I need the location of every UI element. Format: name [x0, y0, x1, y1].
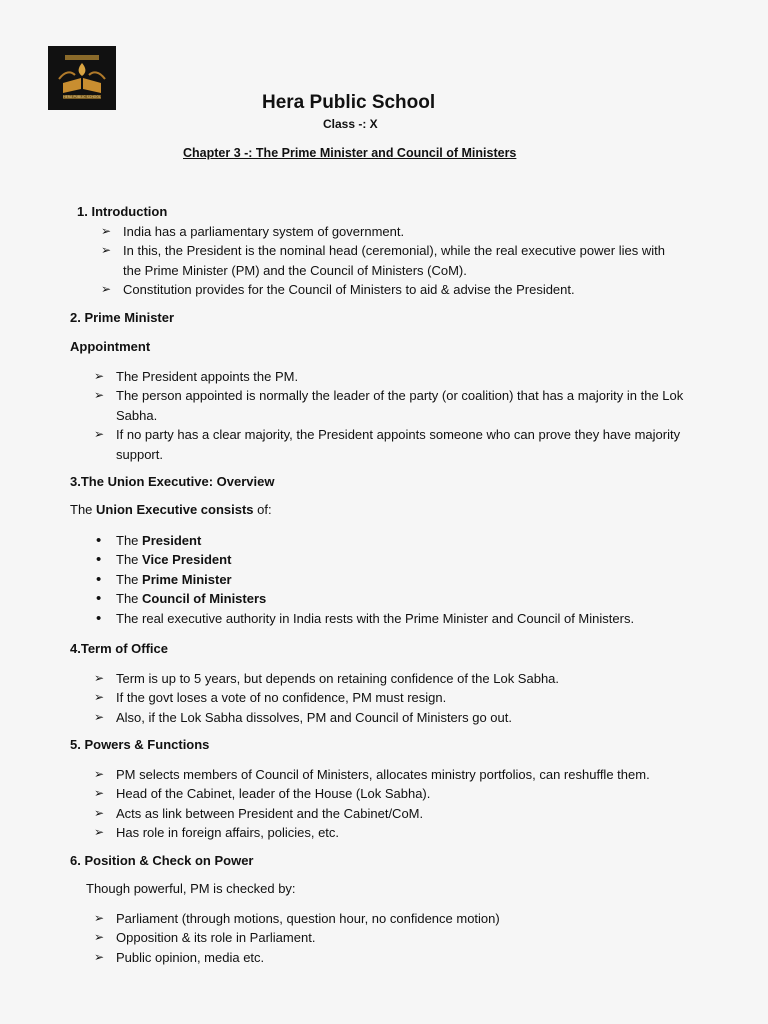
- section-heading-powers-functions: 5. Powers & Functions: [70, 737, 210, 752]
- list-item: • The Council of Ministers: [116, 589, 634, 608]
- school-logo: [48, 46, 116, 110]
- list-item: ➢ The person appointed is normally the leader of the party (or coalition) that has a majority in the Lok: [116, 386, 683, 405]
- appointment-list: [116, 367, 683, 464]
- class-label: Class -: X: [323, 117, 378, 131]
- list-item-continuation: support.: [116, 446, 163, 462]
- position-intro: Though powerful, PM is checked by:: [86, 881, 296, 896]
- chapter-title: Chapter 3 -: The Prime Minister and Council of Ministers: [183, 146, 517, 160]
- introduction-list: [123, 222, 665, 300]
- list-item: ➢ Parliament (through motions, question hour, no confidence motion): [116, 909, 500, 928]
- section-heading-union-executive: 3.The Union Executive: Overview: [70, 474, 275, 489]
- list-item-continuation: Sabha.: [116, 407, 158, 423]
- section-heading-introduction: 1. Introduction: [77, 204, 168, 219]
- section-heading-term-of-office: 4.Term of Office: [70, 641, 169, 656]
- list-item: • The President: [116, 531, 634, 550]
- list-item: ➢ The President appoints the PM.: [116, 367, 683, 386]
- position-list: [116, 909, 500, 967]
- school-crest-icon: [51, 49, 113, 107]
- list-item: ➢ In this, the President is the nominal head (ceremonial), while the real executive power lies with: [123, 241, 665, 260]
- list-item: ➢ Public opinion, media etc.: [116, 948, 500, 967]
- list-item: ➢ Acts as link between President and the Cabinet/CoM.: [116, 804, 650, 823]
- list-item: ➢ If no party has a clear majority, the President appoints someone who can prove they have majority: [116, 425, 683, 444]
- logo-text: HERA PUBLIC SCHOOL: [63, 94, 101, 99]
- term-list: [116, 669, 559, 727]
- school-name: Hera Public School: [262, 92, 436, 113]
- list-item: ➢ If the govt loses a vote of no confidence, PM must resign.: [116, 688, 559, 707]
- list-item: • The real executive authority in India rests with the Prime Minister and Council of Ministers.: [116, 609, 634, 628]
- list-item: • The Prime Minister: [116, 570, 634, 589]
- list-item: ➢ Head of the Cabinet, leader of the House (Lok Sabha).: [116, 784, 650, 803]
- union-executive-list: [116, 531, 634, 628]
- subheading-appointment: Appointment: [70, 339, 151, 354]
- list-item-continuation: the Prime Minister (PM) and the Council of Ministers (CoM).: [123, 262, 467, 278]
- list-item: ➢ Term is up to 5 years, but depends on retaining confidence of the Lok Sabha.: [116, 669, 559, 688]
- list-item: ➢ Also, if the Lok Sabha dissolves, PM and Council of Ministers go out.: [116, 708, 559, 727]
- powers-list: [116, 765, 650, 843]
- list-item: ➢ Constitution provides for the Council of Ministers to aid & advise the President.: [123, 280, 665, 299]
- list-item: ➢ India has a parliamentary system of government.: [123, 222, 665, 241]
- list-item: • The Vice President: [116, 550, 634, 569]
- list-item: ➢ Has role in foreign affairs, policies, etc.: [116, 823, 650, 842]
- section-heading-prime-minister: 2. Prime Minister: [70, 310, 175, 325]
- list-item: ➢ Opposition & its role in Parliament.: [116, 928, 500, 947]
- list-item: ➢ PM selects members of Council of Ministers, allocates ministry portfolios, can reshuffle them.: [116, 765, 650, 784]
- union-executive-intro: The Union Executive consists of:: [70, 502, 272, 517]
- section-heading-position-check: 6. Position & Check on Power: [70, 853, 254, 868]
